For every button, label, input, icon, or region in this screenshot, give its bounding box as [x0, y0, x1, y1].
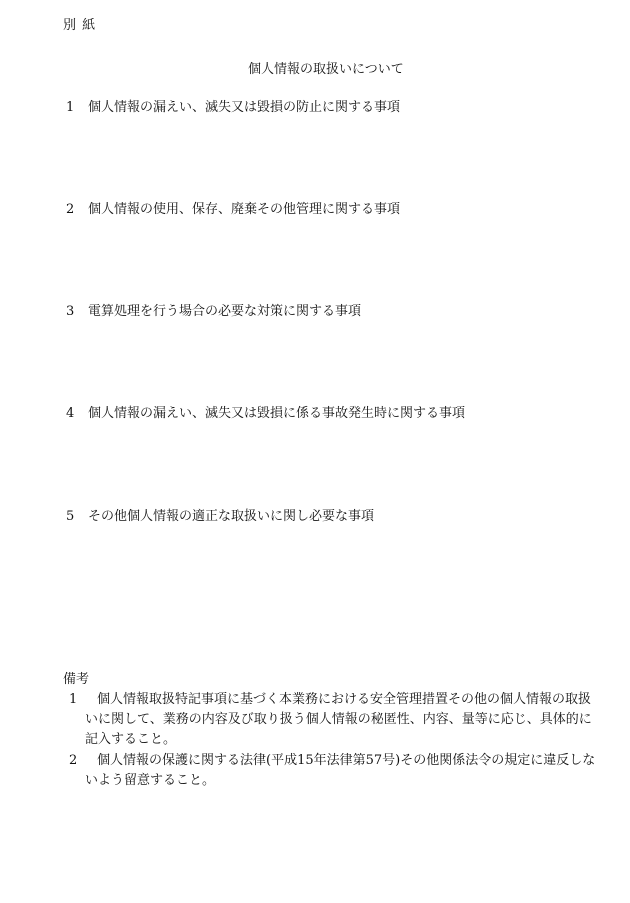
- remarks-heading: 備考: [63, 672, 90, 687]
- section-number: 3: [66, 304, 75, 319]
- section-text: その他個人情報の適正な取扱いに関し必要な事項: [88, 509, 375, 524]
- section-text: 個人情報の漏えい、滅失又は毀損に係る事故発生時に関する事項: [88, 406, 466, 421]
- section-number: 2: [66, 202, 75, 217]
- remark-number: 1: [69, 692, 78, 707]
- section-item: [66, 510, 374, 523]
- remark-text: 個人情報の保護に関する法律(平成15年法律第57号)その他関係法令の規定に違反しないよう留意すること。: [85, 753, 596, 788]
- section-text: 個人情報の漏えい、滅失又は毀損の防止に関する事項: [88, 100, 401, 115]
- section-text: 電算処理を行う場合の必要な対策に関する事項: [88, 304, 362, 319]
- section-number: 4: [66, 406, 75, 421]
- attachment-label: 別 紙: [63, 18, 97, 33]
- remark-text: 個人情報取扱特記事項に基づく本業務における安全管理措置その他の個人情報の取扱いに関して、業務の内容及び取り扱う個人情報の秘匿性、内容、量等に応じ、具体的に記入すること。: [85, 692, 592, 747]
- section-item: [66, 203, 400, 216]
- section-number: 1: [66, 100, 75, 115]
- section-item: [66, 407, 465, 420]
- section-text: 個人情報の使用、保存、廃棄その他管理に関する事項: [88, 202, 401, 217]
- remark-note: [63, 690, 603, 750]
- remark-note: [63, 751, 603, 791]
- section-number: 5: [66, 509, 75, 524]
- remark-number: 2: [69, 753, 78, 768]
- document-title: 個人情報の取扱いについて: [248, 62, 404, 77]
- section-item: [66, 101, 400, 114]
- section-item: [66, 305, 361, 318]
